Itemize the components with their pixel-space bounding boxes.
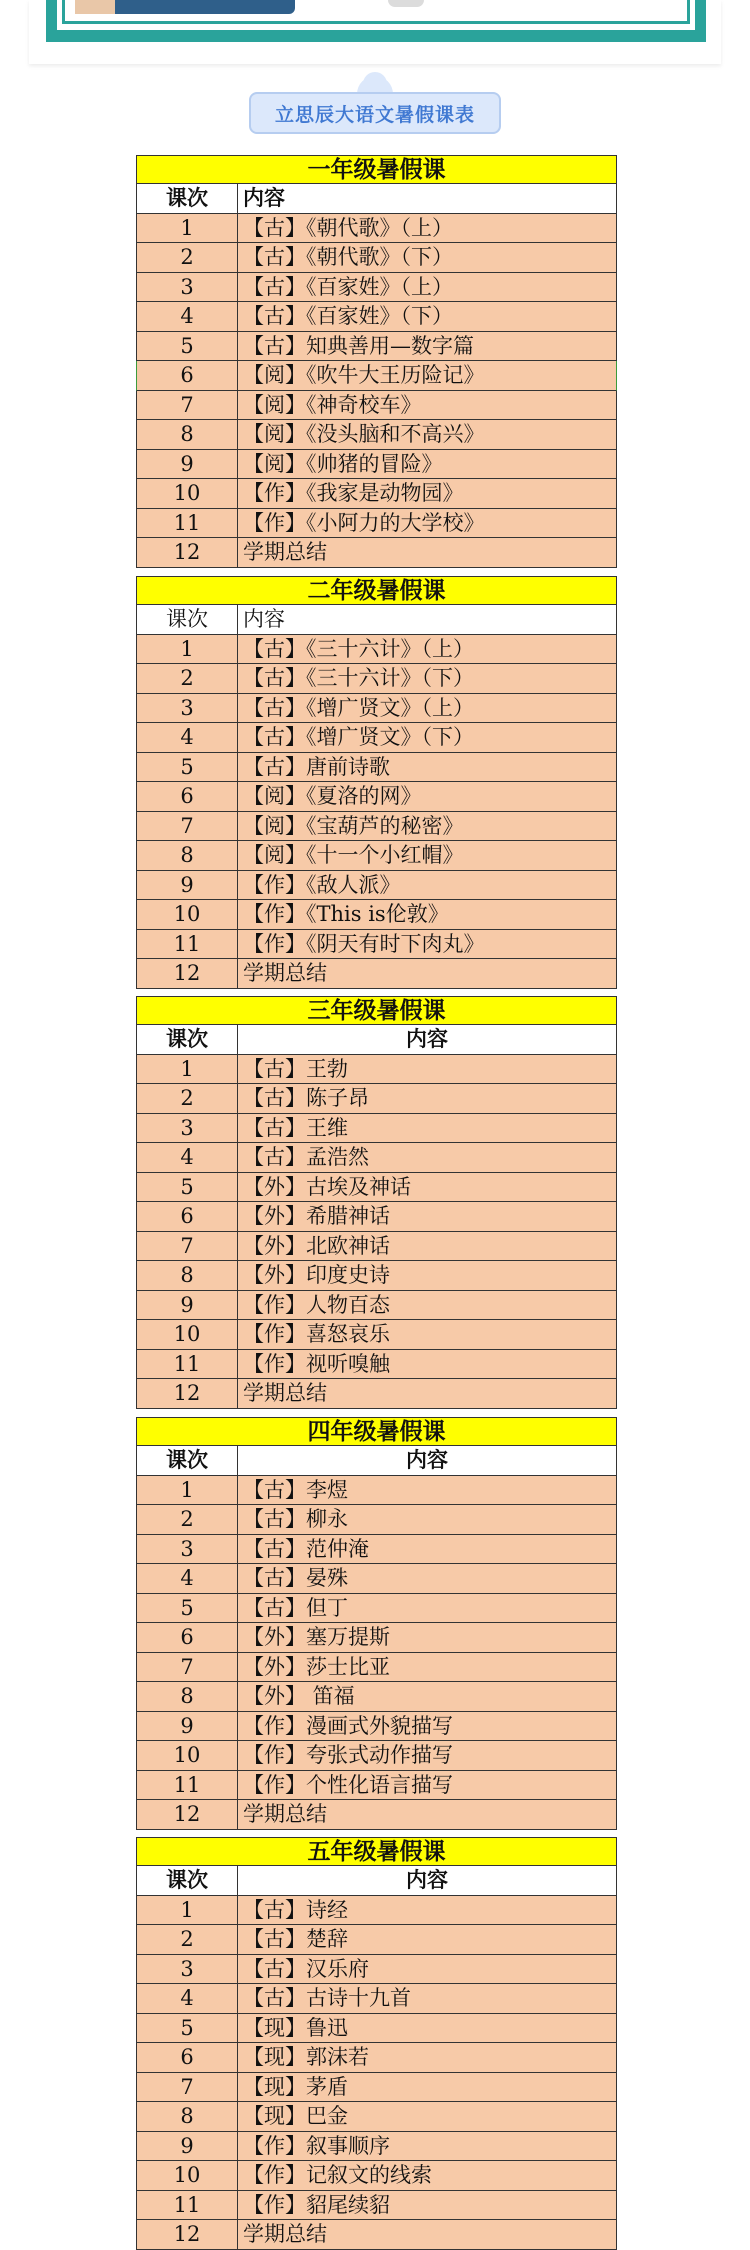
lesson-content: 【外】北欧神话 bbox=[243, 1233, 390, 1258]
table-row bbox=[136, 1896, 617, 1926]
lesson-number: 5 bbox=[137, 1594, 238, 1623]
table-row bbox=[136, 1955, 617, 1985]
lesson-content: 【现】郭沫若 bbox=[243, 2045, 369, 2069]
grade-table-4 bbox=[136, 1417, 617, 1830]
banner-photo-detail bbox=[388, 0, 424, 7]
lesson-number: 8 bbox=[137, 1682, 238, 1711]
lesson-number: 5 bbox=[137, 2014, 238, 2043]
header-lesson: 课次 bbox=[137, 605, 238, 634]
lesson-content: 【现】鲁迅 bbox=[243, 2015, 348, 2040]
lesson-number: 7 bbox=[137, 1653, 238, 1682]
lesson-number: 2 bbox=[137, 243, 238, 272]
lesson-number: 9 bbox=[137, 450, 238, 479]
lesson-content: 【古】晏殊 bbox=[243, 1566, 348, 1590]
table-row bbox=[136, 1476, 617, 1506]
table-row bbox=[136, 723, 617, 753]
table-row bbox=[136, 509, 617, 539]
table-row bbox=[136, 1594, 617, 1624]
table-row bbox=[136, 664, 617, 694]
table-header bbox=[136, 605, 617, 635]
lesson-number: 6 bbox=[137, 782, 238, 811]
grade-title: 五年级暑假课 bbox=[136, 1837, 617, 1866]
table-row bbox=[136, 812, 617, 842]
lesson-number: 4 bbox=[137, 723, 238, 752]
lesson-number: 1 bbox=[137, 214, 238, 243]
table-row bbox=[136, 2073, 617, 2103]
table-row bbox=[136, 1535, 617, 1565]
table-row bbox=[136, 1800, 617, 1830]
lesson-number: 3 bbox=[137, 1114, 238, 1143]
table-row bbox=[136, 2191, 617, 2221]
lesson-content: 【作】喜怒哀乐 bbox=[243, 1322, 390, 1346]
grade-table-5 bbox=[136, 1837, 617, 2250]
lesson-content: 【外】莎士比亚 bbox=[243, 1654, 390, 1679]
lesson-number: 10 bbox=[137, 479, 238, 508]
lesson-content: 【作】叙事顺序 bbox=[243, 2133, 390, 2158]
table-row bbox=[136, 959, 617, 989]
lesson-content: 学期总结 bbox=[243, 540, 327, 564]
lesson-content: 【现】茅盾 bbox=[243, 2074, 348, 2099]
table-row bbox=[136, 479, 617, 509]
table-row bbox=[136, 2043, 617, 2073]
lesson-content: 【古】古诗十九首 bbox=[243, 1986, 411, 2010]
lesson-content: 【作】《阴天有时下肉丸》 bbox=[243, 931, 485, 956]
table-row bbox=[136, 273, 617, 303]
lesson-content: 【作】《我家是动物园》 bbox=[243, 481, 464, 505]
table-row bbox=[136, 420, 617, 450]
lesson-number: 7 bbox=[137, 812, 238, 841]
table-row bbox=[136, 391, 617, 421]
lesson-content: 学期总结 bbox=[243, 2222, 327, 2246]
lesson-number: 4 bbox=[137, 1564, 238, 1593]
lesson-number: 12 bbox=[137, 1800, 238, 1829]
table-header bbox=[136, 1446, 617, 1476]
table-row bbox=[136, 1291, 617, 1321]
lesson-content: 【外】古埃及神话 bbox=[243, 1174, 411, 1199]
table-row bbox=[136, 332, 617, 362]
lesson-content: 【古】陈子昂 bbox=[243, 1086, 369, 1110]
lesson-content: 【古】《三十六计》（下） bbox=[243, 666, 474, 690]
lesson-number: 12 bbox=[137, 2220, 238, 2249]
table-header bbox=[136, 1866, 617, 1896]
lesson-number: 7 bbox=[137, 391, 238, 420]
lesson-number: 1 bbox=[137, 1055, 238, 1084]
lesson-content: 【古】《朝代歌》（下） bbox=[243, 245, 453, 269]
lesson-content: 【现】巴金 bbox=[243, 2104, 348, 2128]
lesson-content: 【作】《小阿力的大学校》 bbox=[243, 510, 485, 535]
lesson-content: 学期总结 bbox=[243, 1802, 327, 1826]
lesson-number: 9 bbox=[137, 2132, 238, 2161]
lesson-content: 【外】希腊神话 bbox=[243, 1204, 390, 1228]
lesson-number: 3 bbox=[137, 694, 238, 723]
header-content: 内容 bbox=[406, 1447, 448, 1472]
grade-title: 一年级暑假课 bbox=[136, 155, 617, 184]
lesson-number: 8 bbox=[137, 841, 238, 870]
table-row bbox=[136, 1173, 617, 1203]
lesson-content: 【古】楚辞 bbox=[243, 1927, 348, 1951]
lesson-content: 【古】唐前诗歌 bbox=[243, 754, 390, 779]
grade-table-1 bbox=[136, 155, 617, 568]
lesson-number: 8 bbox=[137, 2102, 238, 2131]
table-row bbox=[136, 1505, 617, 1535]
lesson-content: 【古】《朝代歌》（上） bbox=[243, 215, 453, 240]
lesson-number: 1 bbox=[137, 1476, 238, 1505]
lesson-content: 【古】汉乐府 bbox=[243, 1956, 369, 1981]
table-row bbox=[136, 871, 617, 901]
table-row bbox=[136, 782, 617, 812]
lesson-content: 【古】《增广贤文》（上） bbox=[243, 695, 474, 720]
table-row bbox=[136, 1771, 617, 1801]
page-title: 立思辰大语文暑假课表 bbox=[249, 92, 501, 134]
banner-photo-hand bbox=[75, 0, 115, 14]
lesson-number: 12 bbox=[137, 1379, 238, 1408]
grade-title: 三年级暑假课 bbox=[136, 996, 617, 1025]
lesson-content: 【阅】《没头脑和不高兴》 bbox=[243, 422, 485, 446]
header-lesson: 课次 bbox=[137, 1446, 238, 1475]
lesson-number: 2 bbox=[137, 1505, 238, 1534]
lesson-content: 【阅】《帅猪的冒险》 bbox=[243, 451, 443, 476]
table-row bbox=[136, 900, 617, 930]
table-header bbox=[136, 184, 617, 214]
lesson-number: 11 bbox=[137, 2191, 238, 2220]
lesson-number: 11 bbox=[137, 1350, 238, 1379]
lesson-number: 2 bbox=[137, 1925, 238, 1954]
lesson-content: 【作】人物百态 bbox=[243, 1292, 390, 1317]
table-row bbox=[136, 538, 617, 568]
grade-title: 二年级暑假课 bbox=[136, 576, 617, 605]
lesson-content: 【阅】《吹牛大王历险记》 bbox=[243, 363, 485, 387]
lesson-number: 9 bbox=[137, 1291, 238, 1320]
header-lesson: 课次 bbox=[137, 1025, 238, 1054]
lesson-content: 【古】王勃 bbox=[243, 1056, 348, 1081]
lesson-content: 【作】漫画式外貌描写 bbox=[243, 1713, 453, 1738]
lesson-number: 4 bbox=[137, 302, 238, 331]
table-row bbox=[136, 694, 617, 724]
lesson-number: 9 bbox=[137, 871, 238, 900]
lesson-number: 11 bbox=[137, 930, 238, 959]
lesson-number: 6 bbox=[137, 1202, 238, 1231]
lesson-content: 【作】记叙文的线索 bbox=[243, 2163, 432, 2187]
lesson-content: 【古】《增广贤文》（下） bbox=[243, 725, 474, 749]
lesson-number: 7 bbox=[137, 1232, 238, 1261]
lesson-number: 2 bbox=[137, 664, 238, 693]
lesson-number: 5 bbox=[137, 332, 238, 361]
badge-cloud-cap-top bbox=[363, 72, 387, 86]
lesson-content: 【作】个性化语言描写 bbox=[243, 1772, 453, 1797]
lesson-content: 【阅】《十一个小红帽》 bbox=[243, 843, 464, 867]
table-row bbox=[136, 214, 617, 244]
table-row bbox=[136, 841, 617, 871]
table-row bbox=[136, 1261, 617, 1291]
table-row bbox=[136, 1682, 617, 1712]
table-row bbox=[136, 1623, 617, 1653]
table-row bbox=[136, 1653, 617, 1683]
lesson-number: 10 bbox=[137, 1741, 238, 1770]
lesson-content: 【古】《百家姓》（下） bbox=[243, 304, 453, 328]
lesson-content: 【古】柳永 bbox=[243, 1507, 348, 1531]
table-row bbox=[136, 1232, 617, 1262]
lesson-number: 3 bbox=[137, 273, 238, 302]
lesson-number: 6 bbox=[137, 2043, 238, 2072]
table-row bbox=[136, 450, 617, 480]
lesson-content: 【阅】《神奇校车》 bbox=[243, 392, 422, 417]
table-row bbox=[136, 1055, 617, 1085]
lesson-content: 【外】塞万提斯 bbox=[243, 1625, 390, 1649]
lesson-content: 【作】夸张式动作描写 bbox=[243, 1743, 453, 1767]
lesson-content: 【古】范仲淹 bbox=[243, 1536, 369, 1561]
lesson-content: 【外】 笛福 bbox=[243, 1684, 355, 1708]
lesson-content: 【阅】《宝葫芦的秘密》 bbox=[243, 813, 464, 838]
lesson-content: 学期总结 bbox=[243, 1381, 327, 1405]
lesson-number: 6 bbox=[137, 1623, 238, 1652]
table-row bbox=[136, 1320, 617, 1350]
lesson-number: 3 bbox=[137, 1535, 238, 1564]
lesson-number: 12 bbox=[137, 959, 238, 988]
header-lesson: 课次 bbox=[137, 184, 238, 213]
lesson-number: 9 bbox=[137, 1712, 238, 1741]
lesson-number: 12 bbox=[137, 538, 238, 567]
lesson-content: 【外】印度史诗 bbox=[243, 1263, 390, 1287]
table-row bbox=[136, 1084, 617, 1114]
lesson-content: 【古】知典善用—数字篇 bbox=[243, 333, 474, 358]
header-content: 内容 bbox=[243, 607, 285, 631]
lesson-number: 5 bbox=[137, 753, 238, 782]
table-row bbox=[136, 1143, 617, 1173]
table-row bbox=[136, 2132, 617, 2162]
table-row bbox=[136, 635, 617, 665]
table-row bbox=[136, 243, 617, 273]
lesson-number: 4 bbox=[137, 1984, 238, 2013]
table-row bbox=[136, 1114, 617, 1144]
table-row bbox=[136, 1350, 617, 1380]
lesson-number: 2 bbox=[137, 1084, 238, 1113]
lesson-content: 【古】《百家姓》（上） bbox=[243, 274, 453, 299]
lesson-content: 【作】视听嗅触 bbox=[243, 1351, 390, 1376]
table-row bbox=[136, 1925, 617, 1955]
table-row bbox=[136, 302, 617, 332]
lesson-content: 【古】诗经 bbox=[243, 1897, 348, 1922]
lesson-content: 学期总结 bbox=[243, 961, 327, 985]
lesson-content: 【作】《This is伦敦》 bbox=[243, 902, 449, 926]
table-row bbox=[136, 2014, 617, 2044]
lesson-number: 8 bbox=[137, 420, 238, 449]
table-row bbox=[136, 2102, 617, 2132]
lesson-number: 7 bbox=[137, 2073, 238, 2102]
lesson-content: 【古】《三十六计》（上） bbox=[243, 636, 474, 661]
lesson-number: 10 bbox=[137, 2161, 238, 2190]
table-row bbox=[136, 753, 617, 783]
lesson-content: 【作】貂尾续貂 bbox=[243, 2192, 390, 2217]
table-row bbox=[136, 1564, 617, 1594]
lesson-number: 3 bbox=[137, 1955, 238, 1984]
lesson-content: 【古】王维 bbox=[243, 1115, 348, 1140]
header-content: 内容 bbox=[406, 1867, 448, 1892]
lesson-number: 10 bbox=[137, 900, 238, 929]
table-row bbox=[136, 1379, 617, 1409]
lesson-content: 【作】《敌人派》 bbox=[243, 872, 401, 897]
table-row bbox=[136, 361, 617, 391]
lesson-content: 【古】李煜 bbox=[243, 1477, 348, 1502]
lesson-content: 【古】孟浩然 bbox=[243, 1145, 369, 1169]
lesson-number: 5 bbox=[137, 1173, 238, 1202]
lesson-number: 8 bbox=[137, 1261, 238, 1290]
lesson-number: 11 bbox=[137, 509, 238, 538]
grade-table-3 bbox=[136, 996, 617, 1409]
lesson-content: 【阅】《夏洛的网》 bbox=[243, 784, 422, 808]
table-row bbox=[136, 2161, 617, 2191]
table-row bbox=[136, 930, 617, 960]
table-row bbox=[136, 1741, 617, 1771]
lesson-number: 1 bbox=[137, 1896, 238, 1925]
lesson-number: 6 bbox=[137, 361, 238, 390]
grade-title: 四年级暑假课 bbox=[136, 1417, 617, 1446]
table-row bbox=[136, 1202, 617, 1232]
lesson-number: 10 bbox=[137, 1320, 238, 1349]
lesson-number: 11 bbox=[137, 1771, 238, 1800]
header-lesson: 课次 bbox=[137, 1866, 238, 1895]
header-content: 内容 bbox=[406, 1026, 448, 1051]
grade-table-2 bbox=[136, 576, 617, 989]
table-header bbox=[136, 1025, 617, 1055]
header-content: 内容 bbox=[243, 185, 285, 210]
lesson-number: 4 bbox=[137, 1143, 238, 1172]
lesson-number: 1 bbox=[137, 635, 238, 664]
lesson-content: 【古】但丁 bbox=[243, 1595, 348, 1620]
table-row bbox=[136, 1712, 617, 1742]
table-row bbox=[136, 1984, 617, 2014]
